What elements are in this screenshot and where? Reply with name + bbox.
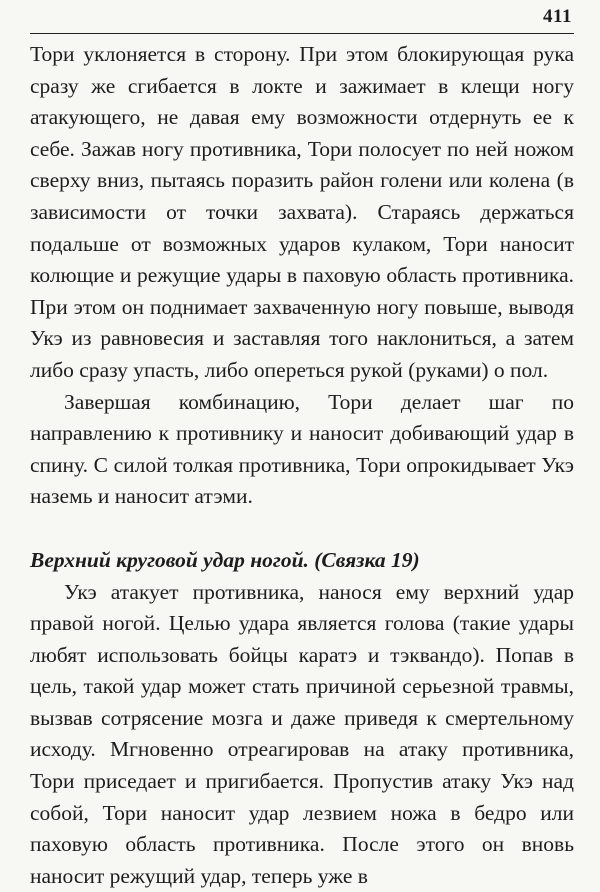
header-rule <box>30 33 574 34</box>
section-paragraph: Укэ атакует противника, нанося ему верхний удар правой ногой. Целью удара является голова (такие удары любят использовать бойцы каратэ и тэквандо). Попав в цель, такой удар может стать причиной серьезной травмы, вызвав сотрясение мозга и даже приведя к смертельному исходу. Мгновенно отреагировав на атаку противника, Тори приседает и пригибается. Пропустив атаку Укэ над собой, Тори наносит удар лезвием ножа в бедро или паховую область противника. После этого он вновь наносит режущий удар, теперь уже в <box>30 577 574 892</box>
paragraph-combination-end: Завершая комбинацию, Тори делает шаг по направлению к противнику и наносит добивающий удар в спину. С силой толкая противника, Тори опрокидывает Укэ наземь и наносит атэми. <box>30 387 574 513</box>
section-heading: Верхний круговой удар ногой. (Связка 19) <box>30 545 574 577</box>
page-body <box>30 39 574 892</box>
page-number: 411 <box>543 6 572 28</box>
section-spacer <box>30 513 574 545</box>
paragraph-continuation: Тори уклоняется в сторону. При этом блокирующая рука сразу же сгибается в локте и зажимает в клещи ногу атакующего, не давая ему возможности отдернуть ее к себе. Зажав ногу противника, Тори полосует по ней ножом сверху вниз, пытаясь поразить район голени или колена (в зависимости от точки захвата). Стараясь держаться подальше от возможных ударов кулаком, Тори наносит колющие и режущие удары в паховую область противника. При этом он поднимает захваченную ногу повыше, выводя Укэ из равновесия и заставляя того наклониться, а затем либо сразу упасть, либо опереться рукой (руками) о пол. <box>30 39 574 387</box>
